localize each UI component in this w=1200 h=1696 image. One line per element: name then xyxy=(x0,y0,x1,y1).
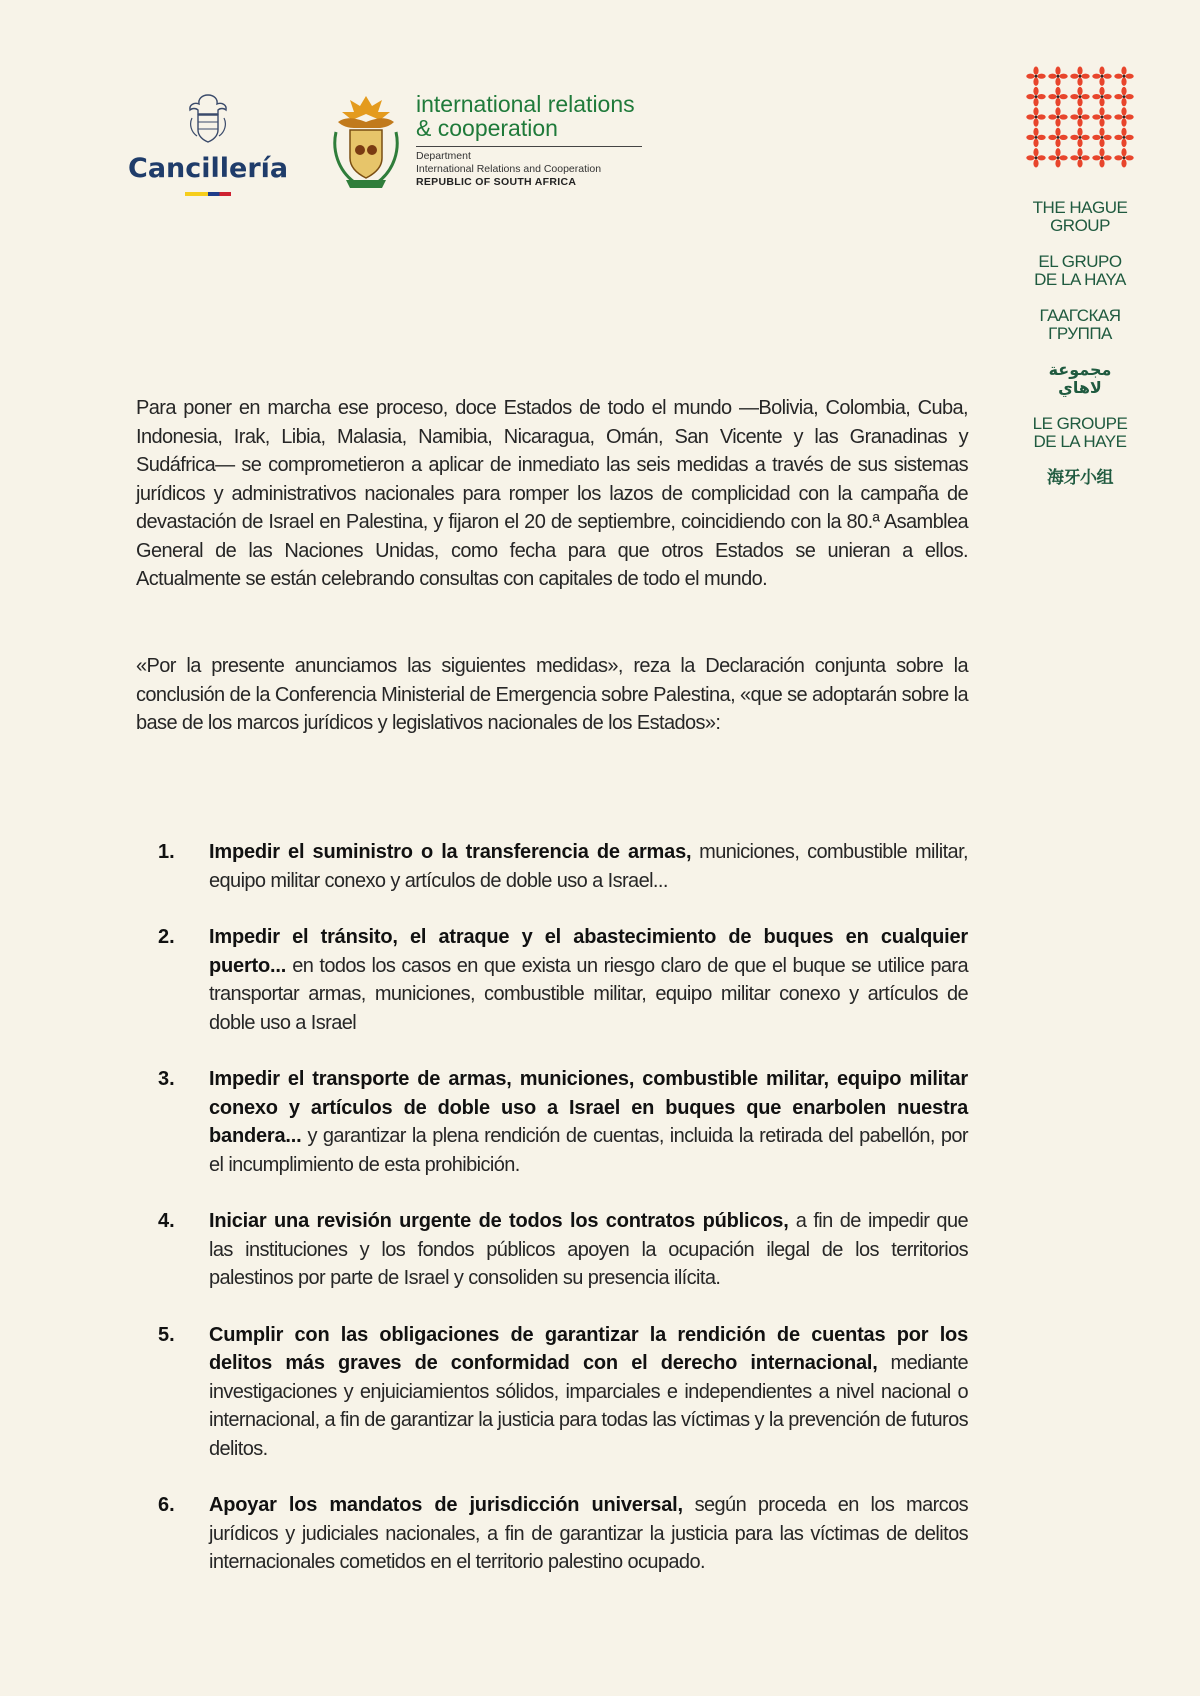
dirco-department-line: International Relations and Cooperation xyxy=(416,162,602,175)
hague-group-pattern-icon xyxy=(1025,66,1135,168)
pattern-motif xyxy=(1114,87,1133,106)
measure-item xyxy=(136,838,968,895)
south-africa-coat-of-arms-icon xyxy=(328,92,404,192)
measure-number: 3. xyxy=(158,1068,175,1090)
hague-name-line: EL GRUPO xyxy=(1038,252,1122,271)
hague-name-line: مجموعة xyxy=(1048,360,1112,379)
cancilleria-name: Cancillería xyxy=(128,153,289,184)
pattern-motif xyxy=(1092,87,1111,106)
pattern-motif xyxy=(1026,107,1045,126)
pattern-motif xyxy=(1070,148,1089,167)
hague-name-line: THE HAGUE xyxy=(1032,198,1128,217)
pattern-motif xyxy=(1026,128,1045,147)
hague-group-name-ru xyxy=(1010,307,1150,343)
hague-group-name-zh xyxy=(1010,469,1150,487)
measure-text: a fin de impedir que las instituciones y los fondos públicos apoyen la ocupación ilegal de los territorios palestinos por parte de Israel y consoliden su presencia ilícita. xyxy=(209,1210,968,1289)
measure-heading: Apoyar los mandatos de jurisdicción universal, xyxy=(209,1494,683,1516)
measure-item xyxy=(136,1491,968,1577)
pattern-motif xyxy=(1114,128,1133,147)
measure-number: 2. xyxy=(158,926,175,948)
pattern-motif xyxy=(1048,128,1067,147)
hague-name-line: لاهاي xyxy=(1058,378,1102,397)
pattern-motif xyxy=(1070,107,1089,126)
hague-group-sidebar xyxy=(1010,66,1150,487)
dirco-department-line: Department xyxy=(416,150,471,162)
hague-name-line: GROUP xyxy=(1050,216,1110,235)
measure-item xyxy=(136,1065,968,1179)
pattern-motif xyxy=(1048,87,1067,106)
pattern-motif xyxy=(1048,107,1067,126)
measure-text: en todos los casos en que exista un riesgo claro de que el buque se utilice para transportar armas, municiones, combustible militar, equipo militar conexo y artículos de doble uso a Israel xyxy=(209,954,968,1034)
measure-text: y garantizar la plena rendición de cuentas, incluida la retirada del pabellón, por el incumplimiento de esta prohibición. xyxy=(209,1125,968,1176)
colombia-flag-stripe xyxy=(185,192,231,196)
measure-item xyxy=(136,1321,968,1464)
dirco-country: REPUBLIC OF SOUTH AFRICA xyxy=(416,176,577,188)
measure-number: 5. xyxy=(158,1323,175,1346)
hague-group-name-en xyxy=(1010,199,1150,235)
body-paragraph: «Por la presente anunciamos las siguientes medidas», reza la Declaración conjunta sobre la conclusión de la Conferencia Ministerial de Emergencia sobre Palestina, «que se adoptarán sobre la base de los marcos jurídicos y legislativos nacionales de los Estados»: xyxy=(136,655,968,734)
measure-heading: Impedir el suministro o la transferencia de armas, xyxy=(209,841,692,863)
dirco-divider xyxy=(416,146,642,147)
cancilleria-logo xyxy=(128,92,288,196)
pattern-motif xyxy=(1048,67,1067,86)
hague-name-line: 海牙小组 xyxy=(1047,468,1113,488)
dirco-department xyxy=(416,150,656,175)
measure-text: según proceda en los marcos jurídicos y judiciales nacionales, a fin de garantizar la justicia para las víctimas de delitos internacionales cometidos en el territorio palestino ocupado. xyxy=(209,1494,968,1573)
pattern-motif xyxy=(1026,87,1045,106)
pattern-motif xyxy=(1048,148,1067,167)
pattern-motif xyxy=(1092,107,1111,126)
measure-heading: Impedir el transporte de armas, municiones, combustible militar, equipo militar conexo y artículos de doble uso a Israel en buques que enarbolen nuestra bandera... xyxy=(209,1068,968,1147)
measure-heading: Cumplir con las obligaciones de garantizar la rendición de cuentas por los delitos más graves de conformidad con el derecho internacional, xyxy=(209,1323,968,1374)
pattern-motif xyxy=(1026,67,1045,86)
pattern-motif xyxy=(1092,67,1111,86)
hague-group-name-fr xyxy=(1010,415,1150,451)
pattern-motif xyxy=(1092,128,1111,147)
dirco-title: international relations & cooperation xyxy=(416,91,635,141)
measure-heading: Iniciar una revisión urgente de todos los contratos públicos, xyxy=(209,1210,789,1232)
pattern-motif xyxy=(1092,148,1111,167)
hague-name-line: DE LA HAYE xyxy=(1033,432,1127,451)
colombia-coat-of-arms-icon xyxy=(183,92,233,144)
pattern-motif xyxy=(1026,148,1045,167)
measure-text: mediante investigaciones y enjuiciamientos sólidos, imparciales e independientes a nivel nacional o internacional, a fin de garantizar la justicia para todas las víctimas y la prevención de futuros delitos. xyxy=(209,1352,968,1460)
hague-name-line: ГААГСКАЯ xyxy=(1039,306,1121,325)
measure-text: municiones, combustible militar, equipo militar conexo y artículos de doble uso a Israel... xyxy=(209,841,968,892)
measure-number: 1. xyxy=(158,841,175,863)
measure-item xyxy=(136,1207,968,1293)
pattern-motif xyxy=(1114,67,1133,86)
pattern-motif xyxy=(1070,128,1089,147)
measure-heading: Impedir el tránsito, el atraque y el abastecimiento de buques en cualquier puerto... xyxy=(209,926,968,977)
pattern-motif xyxy=(1114,107,1133,126)
pattern-motif xyxy=(1114,148,1133,167)
dirco-logo xyxy=(328,92,648,192)
measure-number: 4. xyxy=(158,1210,175,1232)
pattern-motif xyxy=(1070,67,1089,86)
measure-number: 6. xyxy=(158,1494,175,1516)
measure-item xyxy=(136,923,968,1037)
hague-group-name-es xyxy=(1010,253,1150,289)
hague-group-name-ar xyxy=(1010,361,1150,397)
body-paragraph: Para poner en marcha ese proceso, doce Estados de todo el mundo —Bolivia, Colombia, Cuba, Indonesia, Irak, Libia, Malasia, Namibia, Nicaragua, Omán, San Vicente y las Granadinas y Sudáfrica— se comprometieron a aplicar de inmediato las seis medidas a través de sus sistemas jurídicos y administrativos nacionales para romper los lazos de complicidad con la campaña de devastación de Israel en Palestina, y fijaron el 20 de septiembre, coincidiendo con la 80.ª Asamblea General de las Naciones Unidas, como fecha para que otros Estados se unieran a ellos. Actualmente se están celebrando consultas con capitales de todo el mundo. xyxy=(136,397,968,590)
hague-name-line: DE LA HAYA xyxy=(1034,270,1126,289)
measures-list xyxy=(136,838,968,1605)
hague-name-line: ГРУППА xyxy=(1048,324,1112,343)
hague-name-line: LE GROUPE xyxy=(1032,414,1128,433)
pattern-motif xyxy=(1070,87,1089,106)
